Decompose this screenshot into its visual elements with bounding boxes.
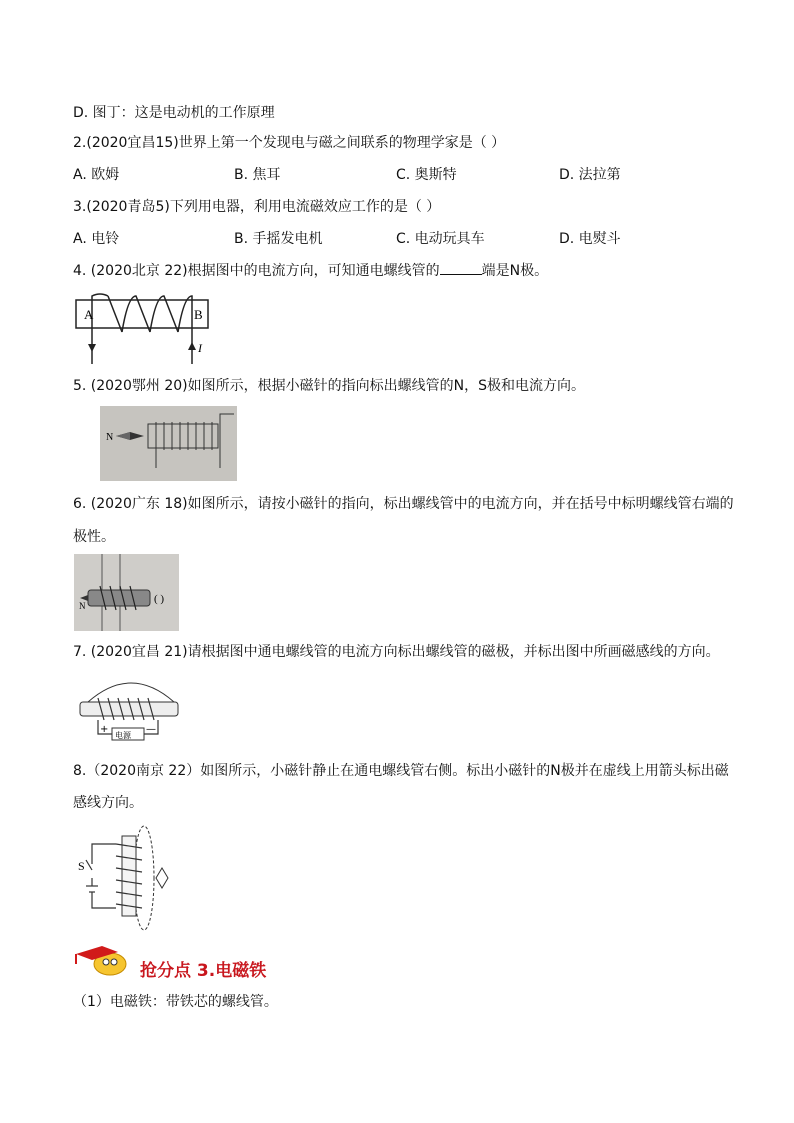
- question-4: [73, 262, 548, 280]
- q4-label-a: A: [84, 307, 94, 322]
- q2-option-c[interactable]: C. 奥斯特: [396, 167, 457, 183]
- q5-solenoid-photo: [100, 406, 237, 481]
- q6-label-n: N: [79, 601, 86, 611]
- q7-label-source: 电源: [115, 731, 131, 740]
- question-5: 5. (2020鄂州 20)如图所示，根据小磁针的指向标出螺线管的N，S极和电流方向。: [73, 378, 585, 394]
- question-3: 3.(2020青岛5)下列用电器，利用电流磁效应工作的是（ ）: [73, 199, 441, 215]
- question-2: 2.(2020宜昌15)世界上第一个发现电与磁之间联系的物理学家是（ ）: [73, 135, 506, 151]
- question-8-line-2: 感线方向。: [73, 795, 143, 811]
- q7-label-minus: —: [146, 724, 156, 735]
- question-8-line-1: 8.（2020南京 22）如图所示，小磁针静止在通电螺线管右侧。标出小磁针的N极并在虚线上用箭头标出磁: [73, 763, 729, 779]
- q5-label-n: N: [106, 432, 114, 443]
- q4-answer-blank[interactable]: [440, 262, 482, 275]
- q2-option-b[interactable]: B. 焦耳: [234, 167, 281, 183]
- q3-option-b[interactable]: B. 手摇发电机: [234, 231, 323, 247]
- q2-option-d[interactable]: D. 法拉第: [559, 167, 621, 183]
- q4-solenoid-figure: [70, 292, 220, 370]
- question-6-line-2: 极性。: [73, 529, 115, 545]
- question-6-line-1: 6. (2020广东 18)如图所示，请按小磁针的指向，标出螺线管中的电流方向，并在括号中标明螺线管右端的: [73, 496, 734, 512]
- option-d-line: D. 图丁：这是电动机的工作原理: [73, 105, 275, 121]
- section-heading: 抢分点 3.电磁铁: [140, 961, 267, 981]
- q8-circuit-figure: [72, 822, 182, 934]
- question-7: 7. (2020宜昌 21)请根据图中通电螺线管的电流方向标出螺线管的磁极，并标出图中所画磁感线的方向。: [73, 644, 720, 660]
- q3-option-c[interactable]: C. 电动玩具车: [396, 231, 485, 247]
- q4-text-pre: 4. (2020北京 22)根据图中的电流方向，可知通电螺线管的: [73, 263, 440, 279]
- q4-text-post: 端是N极。: [481, 263, 549, 279]
- definition-1: （1）电磁铁：带铁芯的螺线管。: [73, 994, 278, 1010]
- q3-option-d[interactable]: D. 电熨斗: [559, 231, 621, 247]
- q4-label-current: I: [198, 341, 202, 355]
- q4-label-b: B: [194, 307, 203, 322]
- q3-option-a[interactable]: A. 电铃: [73, 231, 120, 247]
- mascot-icon: [72, 944, 134, 976]
- q7-label-plus: +: [100, 724, 109, 735]
- q6-solenoid-photo: [74, 554, 179, 631]
- q2-option-a[interactable]: A. 欧姆: [73, 167, 120, 183]
- q7-solenoid-figure: [76, 668, 186, 744]
- q6-bracket: ( ): [154, 593, 165, 605]
- q8-label-s: S: [78, 859, 85, 873]
